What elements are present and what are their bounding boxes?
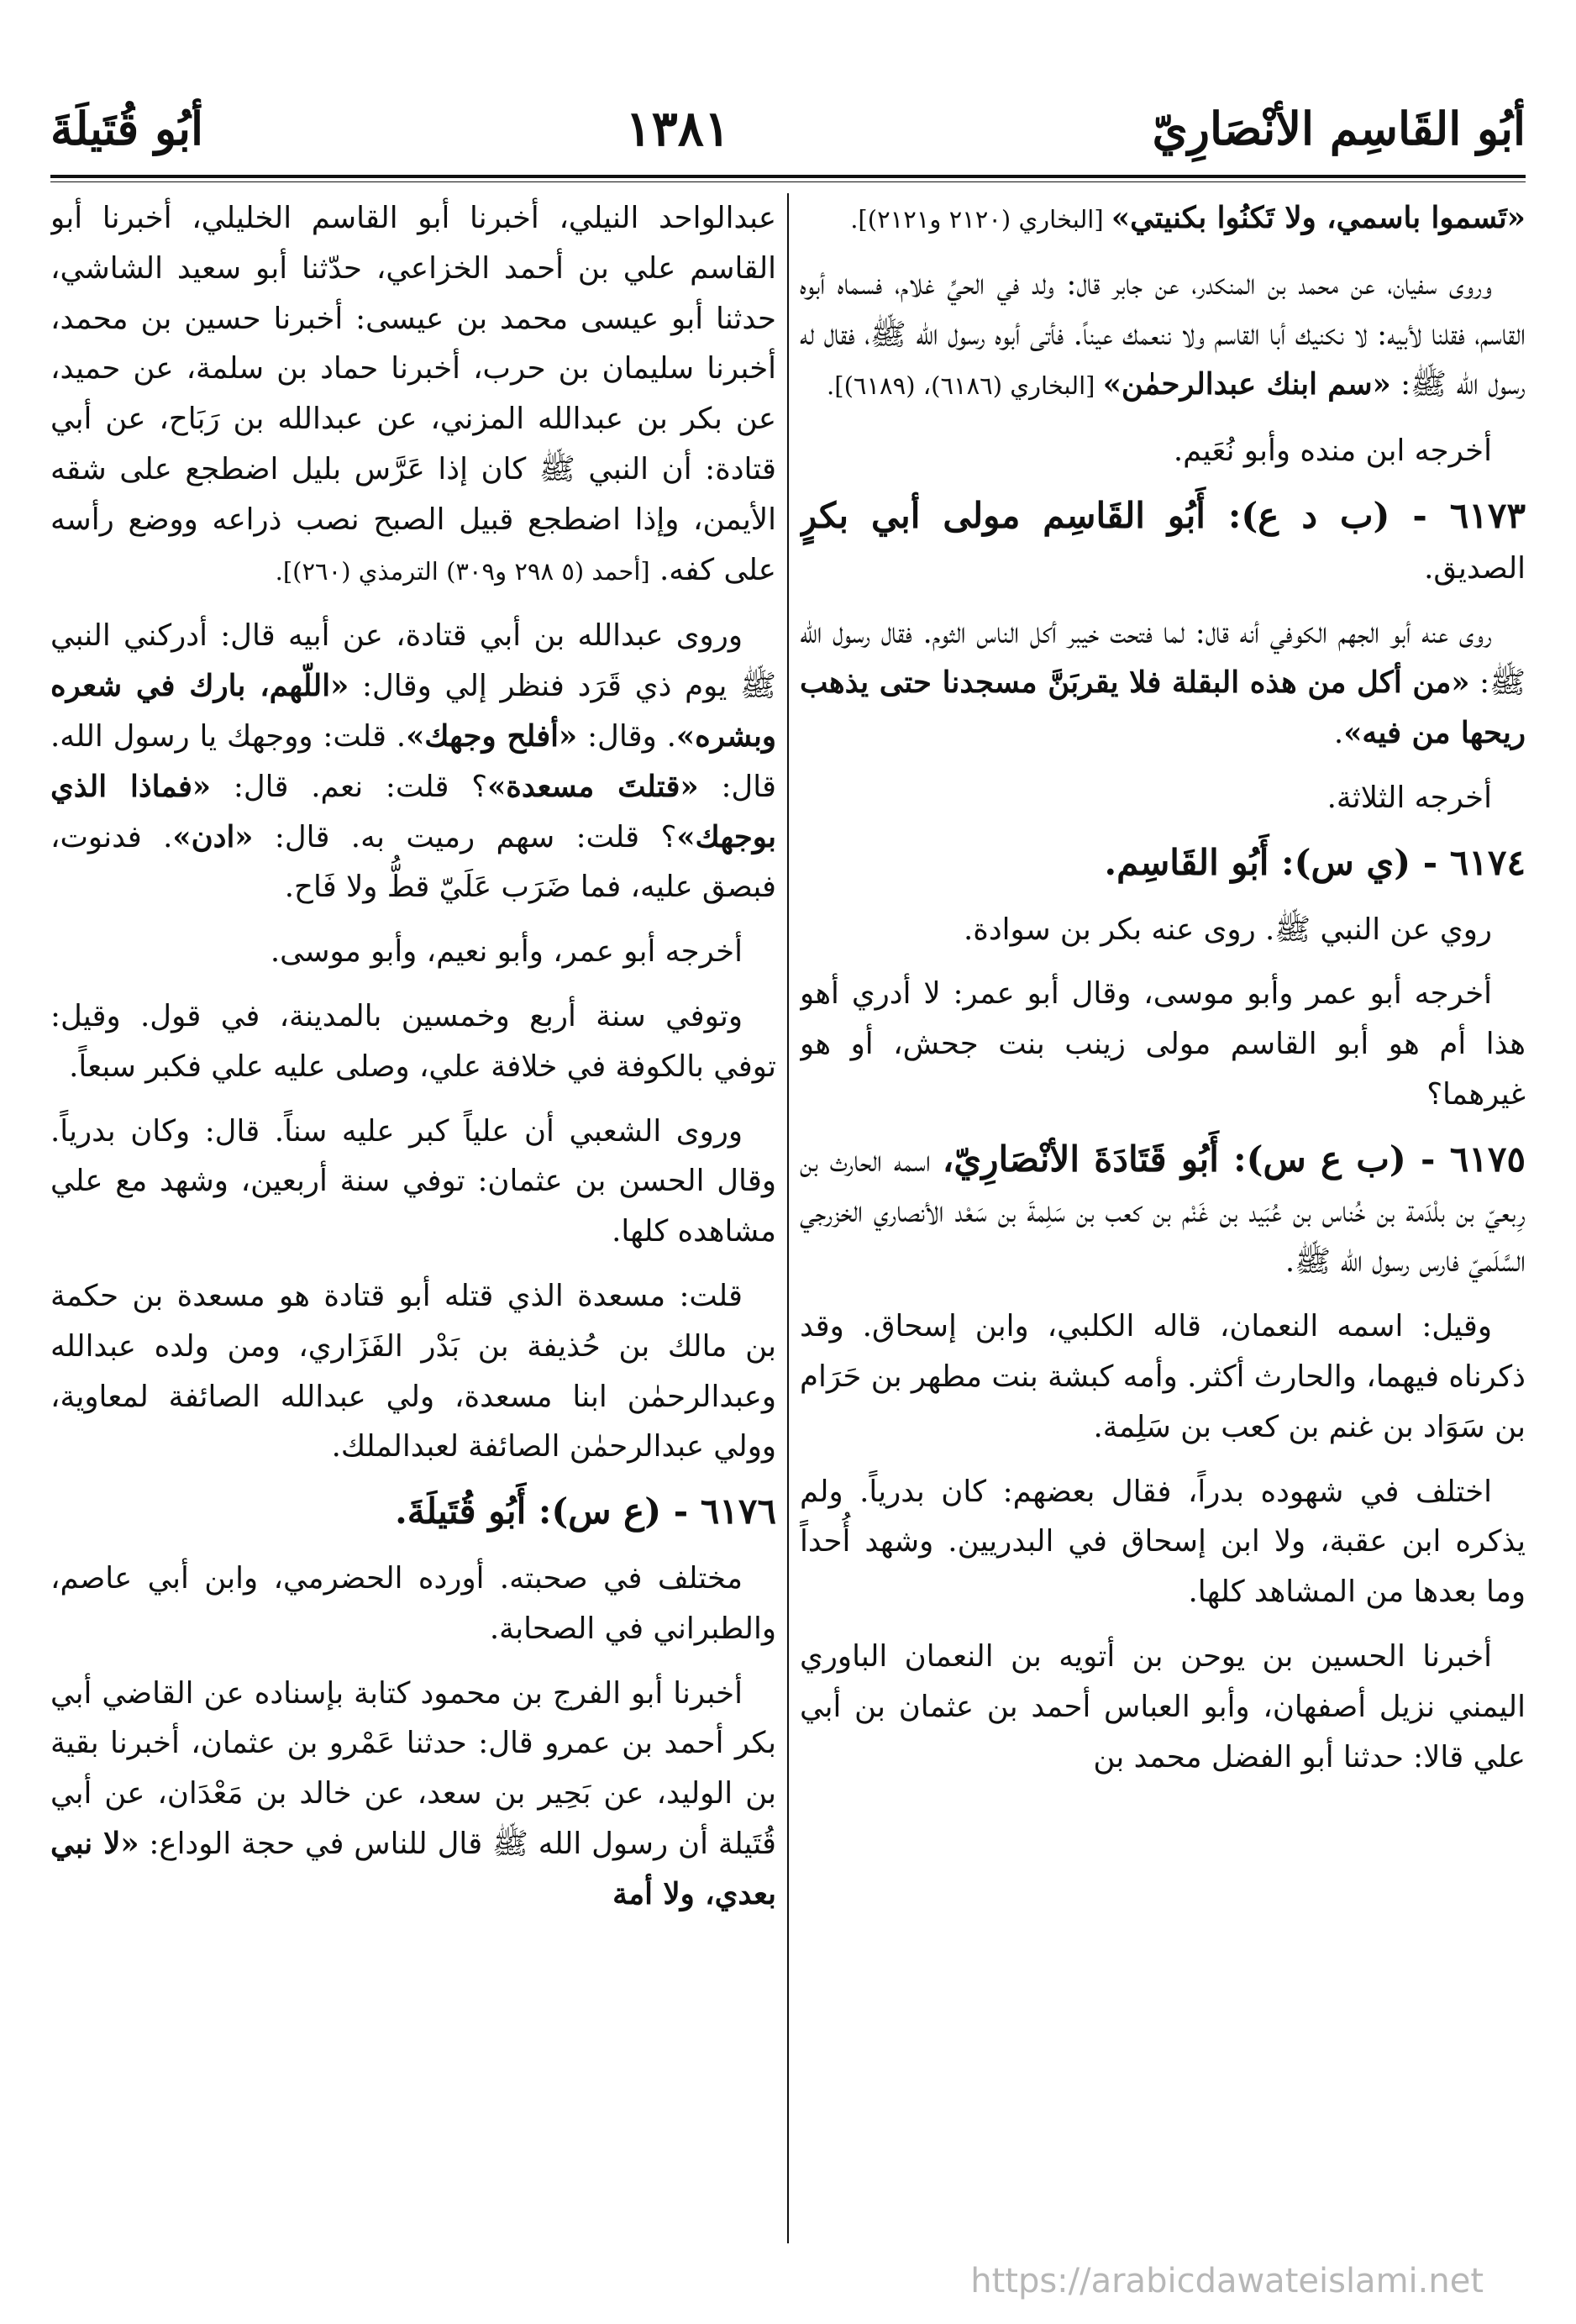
column-divider [787,193,789,2243]
text-paragraph [50,927,776,977]
right-column [800,193,1526,2269]
hadith-quote: «تَسموا باسمي، ولا تَكنُوا بكنيتي» [1111,201,1526,235]
text-run: . وقال: [577,718,676,754]
text-run: ؟ قلت: نعم. قال: [211,769,488,804]
text-run: وروى الشعبي أن علياً كبر عليه سناً. قال: وكان بدرياً. وقال الحسن بن عثمان: توفي سنة أربعين، وشهد مع علي مشاهده كلها. [50,1113,776,1249]
hadith-quote: «قتلتَ مسعدة» [487,769,699,804]
text-paragraph [50,1669,776,1920]
entry-paragraph [800,838,1526,891]
text-paragraph [800,905,1526,955]
text-paragraph [800,969,1526,1119]
text-paragraph [800,608,1526,759]
text-run: وروى عبدالله بن أبي قتادة، عن أبيه قال: أدركني النبي ﷺ يوم ذي قَرَد فنظر إلي وقال: [50,618,776,704]
text-run: روي عن النبي ﷺ. روى عنه بكر بن سوادة. [963,912,1492,947]
hadith-quote: «من أكل من هذه البقلة فلا يقربَنَّ مسجدنا حتى يذهب ريحها من فيه» [800,665,1526,751]
entry-paragraph [50,1486,776,1539]
entry-paragraph [800,1134,1526,1287]
citation: [البخاري (٦١٨٦)، (٦١٨٩)]. [827,371,1103,401]
text-paragraph [800,1632,1526,1782]
entry-heading: ٦١٧٦ - (ع س): أَبُو قُتَيلَةَ. [395,1491,776,1533]
hadith-quote: «سم ابنك عبدالرحمٰن» [1102,367,1391,402]
text-paragraph [800,1301,1526,1452]
text-run: . قلت: ووجهك يا رسول الله. قال: [50,718,776,804]
text-run: مختلف في صحبته. أورده الحضرمي، وابن أبي عاصم، والطبراني في الصحابة. [50,1560,776,1646]
text-paragraph [50,991,776,1092]
page-header [50,91,1526,166]
running-title-left: أبُو قُتَيلَةَ [50,102,203,155]
text-run: أخبرنا أبو الفرج بن محمود كتابة بإسناده عن القاضي أبي بكر أحمد بن عمرو قال: حدثنا عَمْرو بن عثمان، أخبرنا بقية بن الوليد، عن بَحِير بن سعد، عن خالد بن مَعْدَان، عن أبي قُتَيلة أن رسول الله ﷺ قال للناس في حجة الوداع: [50,1675,776,1861]
running-title-right: أبُو القَاسِم الأنْصَارِيّ [1152,102,1526,155]
text-run: أخرجه أبو عمر وأبو موسى، وقال أبو عمر: لا أدري أهو هذا أم هو أبو القاسم مولى زينب بنت جحش، أو هو غيرهما؟ [800,976,1526,1112]
text-paragraph [50,1554,776,1654]
text-paragraph [50,193,776,597]
text-paragraph [800,773,1526,823]
entry-heading: ٦١٧٣ - (ب د ع): أَبُو القَاسِم مولى أبي بكرٍ [800,494,1526,536]
page-number: ١٣٨١ [625,100,731,157]
text-run: عبدالواحد النيلي، أخبرنا أبو القاسم الخليلي، أخبرنا أبو القاسم علي بن أحمد الخزاعي، حدّثنا أبو سعيد الشاشي، حدثنا أبو عيسى محمد بن عيسى: أخبرنا حسين بن محمد، أخبرنا سليمان بن حرب، أخبرنا حماد بن سلمة، عن حميد، عن بكر بن عبدالله المزني، عن عبدالله بن رَبَاح، عن أبي قتادة: أن النبي ﷺ كان إذا عَرَّس بليل اضطجع على شقه الأيمن، وإذا اضطجع قبيل الصبح نصب ذراعه ووضع رأسه على كفه. [50,201,776,587]
text-run: اختلف في شهوده بدراً، فقال بعضهم: كان بدرياً. ولم يذكره ابن عقبة، ولا ابن إسحاق في البدريين. وشهد أُحداً وما بعدها من المشاهد كلها. [800,1474,1526,1610]
text-run: أخرجه ابن منده وأبو نُعَيم. [1173,434,1492,469]
citation: [البخاري (٢١٢٠ و٢١٢١)]. [850,205,1111,234]
text-run: وقيل: اسمه النعمان، قاله الكلبي، وابن إسحاق. وقد ذكرناه فيهما، والحارث أكثر. وأمه كبشة بنت مطهر بن حَرَام بن سَوَاد بن غنم بن كعب بن سَلِمة. [800,1309,1526,1444]
hadith-quote: «أفلح وجهك» [406,718,578,754]
text-run: قلت: مسعدة الذي قتله أبو قتادة هو مسعدة بن حكمة بن مالك بن حُذيفة بن بَدْر الفَزَاري، ومن ولده عبدالله وعبدالرحمٰن ابنا مسعدة، ولي عبدالله الصائفة لمعاوية، وولي عبدالرحمٰن الصائفة لعبدالملك. [50,1278,776,1464]
hadith-quote: «اللّهم، بارك في شعره وبشره» [50,669,776,754]
entry-heading: ٦١٧٤ - (ي س): أَبُو القَاسِم. [1104,841,1526,883]
text-paragraph [800,260,1526,412]
header-rule [50,175,1526,182]
text-paragraph [800,1467,1526,1617]
entry-heading: ٦١٧٥ - (ب ع س): أَبُو قَتَادَةَ الأنْصَارِيّ، [942,1138,1526,1180]
left-column [50,193,776,2269]
text-run: الصديق. [1424,550,1526,586]
text-run: اسمه الحارث بن رِبعيّ بن بلْدَمة بن خُناس بن عُبَيد بن غَنْم بن كعب بن سَلِمةَ بن سَعْد الأنصاري الخزرجي السَّلَميّ فارس رسول الله ﷺ. [800,1144,1526,1280]
hadith-quote: «فماذا الذي بوجهك» [50,769,776,854]
text-run: ؟ قلت: سهم رميت به. قال: [253,819,677,854]
hadith-quote: «لا نبي بعدي، ولا أمة [50,1826,776,1911]
text-run: وروى سفيان، عن محمد بن المنكدر، عن جابر قال: ولد في الحيِّ غلام، فسماه أبوه القاسم، فقلنا لأبيه: لا نكنيك أبا القاسم ولا ننعمك عيناً. فأتى أبوه رسول الله ﷺ، فقال له رسول الله ﷺ: [800,266,1526,402]
text-run: . [1333,716,1344,751]
text-paragraph [800,193,1526,245]
text-run: أخبرنا الحسين بن يوحن بن أتويه بن النعمان الباوري اليمني نزيل أصفهان، وأبو العباس أحمد بن عثمان بن أبي علي قالا: حدثنا أبو الفضل محمد بن [800,1638,1526,1775]
text-paragraph [50,611,776,912]
text-paragraph [50,1271,776,1472]
text-run: أخرجه أبو عمر، وأبو نعيم، وأبو موسى. [270,934,743,970]
citation: [أحمد (٥ ٢٩٨ و٣٠٩) الترمذي (٢٦٠)]. [275,556,650,586]
text-run: . فدنوت، فبصق عليه، فما ضَرَب عَلَيّ قطُّ ولا فَاح. [50,819,776,905]
text-run: وتوفي سنة أربع وخمسين بالمدينة، في قول. وقيل: توفي بالكوفة في خلافة علي، وصلى عليه علي فكبر سبعاً. [50,998,776,1084]
entry-paragraph [800,491,1526,594]
text-paragraph [800,426,1526,476]
text-run: روى عنه أبو الجهم الكوفي أنه قال: لما فتحت خيبر أكل الناس الثوم. فقال رسول الله ﷺ: [800,615,1526,701]
watermark-url: https://arabicdawateislami.net [970,2262,1484,2300]
text-paragraph [50,1107,776,1257]
text-run: أخرجه الثلاثة. [1326,780,1492,815]
hadith-quote: «ادن» [172,819,254,854]
